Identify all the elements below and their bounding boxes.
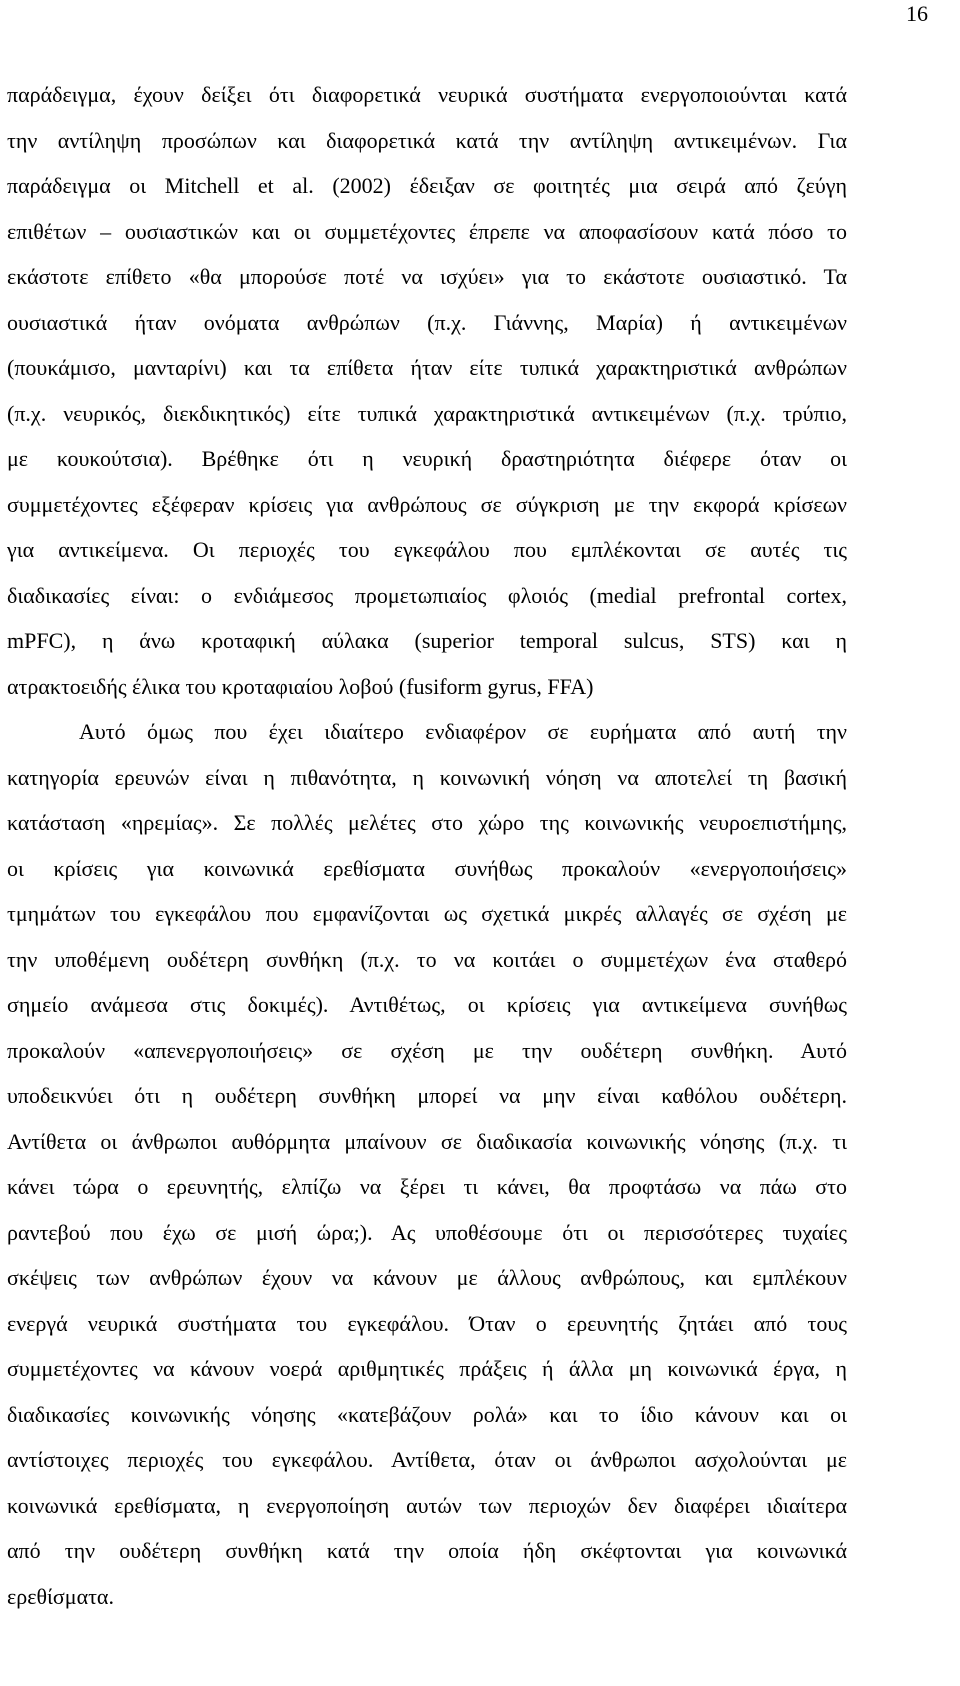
text-line: σκέψεις των ανθρώπων έχουν να κάνουν με άλλους ανθρώπους, και εμπλέκουν xyxy=(7,1265,847,1290)
text-line: (πουκάμισο, μανταρίνι) και τα επίθετα ήταν είτε τυπικά χαρακτηριστικά ανθρώπων xyxy=(7,355,847,380)
text-line: οι κρίσεις για κοινωνικά ερεθίσματα συνήθως προκαλούν «ενεργοποιήσεις» xyxy=(7,855,847,881)
text-line: παράδειγμα οι Mitchell et al. (2002) έδειξαν σε φοιτητές μια σειρά από ζεύγη xyxy=(7,173,847,198)
text-line: προκαλούν «απενεργοποιήσεις» σε σχέση με την ουδέτερη συνθήκη. Αυτό xyxy=(7,1037,847,1063)
text-line: παράδειγμα, έχουν δείξει ότι διαφορετικά νευρικά συστήματα ενεργοποιούνται κατά xyxy=(7,82,847,107)
text-line: ατρακτοειδής έλικα του κροταφιαίου λοβού (fusiform gyrus, FFA) xyxy=(7,673,594,699)
text-line: τμημάτων του εγκεφάλου που εμφανίζονται ως σχετικά μικρές αλλαγές σε σχέση με xyxy=(7,901,847,926)
document-body xyxy=(7,72,847,1619)
text-line: με κουκούτσια). Βρέθηκε ότι η νευρική δραστηριότητα διέφερε όταν οι xyxy=(7,446,847,471)
text-line: Αυτό όμως που έχει ιδιαίτερο ενδιαφέρον σε ευρήματα από αυτή την xyxy=(79,719,847,744)
text-line: ενεργά νευρικά συστήματα του εγκεφάλου. Όταν ο ερευνητής ζητάει από τους xyxy=(7,1310,847,1336)
text-line: διαδικασίες είναι: ο ενδιάμεσος προμετωπιαίος φλοιός (medial prefrontal cortex, xyxy=(7,582,847,608)
text-line: από την ουδέτερη συνθήκη κατά την οποία ήδη σκέφτονται για κοινωνικά xyxy=(7,1538,847,1563)
text-line: κάνει τώρα ο ερευνητής, ελπίζω να ξέρει τι κάνει, θα προφτάσω να πάω στο xyxy=(7,1174,847,1199)
text-line: διαδικασίες κοινωνικής νόησης «κατεβάζουν ρολά» και το ίδιο κάνουν και οι xyxy=(7,1401,847,1427)
text-line: υποδεικνύει ότι η ουδέτερη συνθήκη μπορεί να μην είναι καθόλου ουδέτερη. xyxy=(7,1083,847,1108)
text-line: κοινωνικά ερεθίσματα, η ενεργοποίηση αυτών των περιοχών δεν διαφέρει ιδιαίτερα xyxy=(7,1492,847,1518)
text-line: mPFC), η άνω κροταφική αύλακα (superior temporal sulcus, STS) και η xyxy=(7,628,847,653)
paragraph-2 xyxy=(7,709,847,1619)
text-line: την αντίληψη προσώπων και διαφορετικά κατά την αντίληψη αντικειμένων. Για xyxy=(7,127,847,153)
text-line: για αντικείμενα. Οι περιοχές του εγκεφάλου που εμπλέκονται σε αυτές τις xyxy=(7,537,847,562)
text-line: Αντίθετα οι άνθρωποι αυθόρμητα μπαίνουν σε διαδικασία κοινωνικής νόησης (π.χ. τι xyxy=(7,1128,847,1154)
text-line: συμμετέχοντες εξέφεραν κρίσεις για ανθρώπους σε σύγκριση με την εκφορά κρίσεων xyxy=(7,491,847,517)
text-line: ερεθίσματα. xyxy=(7,1583,114,1609)
text-line: κατηγορία ερευνών είναι η πιθανότητα, η κοινωνική νόηση να αποτελεί τη βασική xyxy=(7,764,847,790)
text-line: συμμετέχοντες να κάνουν νοερά αριθμητικές πράξεις ή άλλα μη κοινωνικά έργα, η xyxy=(7,1356,847,1381)
text-line: ουσιαστικά ήταν ονόματα ανθρώπων (π.χ. Γιάννης, Μαρία) ή αντικειμένων xyxy=(7,309,847,335)
text-line: επιθέτων – ουσιαστικών και οι συμμετέχοντες έπρεπε να αποφασίσουν κατά πόσο το xyxy=(7,218,847,244)
text-line: εκάστοτε επίθετο «θα μπορούσε ποτέ να ισχύει» για το εκάστοτε ουσιαστικό. Τα xyxy=(7,264,847,289)
page-number: 16 xyxy=(906,1,928,26)
text-line: κατάσταση «ηρεμίας». Σε πολλές μελέτες στο χώρο της κοινωνικής νευροεπιστήμης, xyxy=(7,810,847,835)
text-line: σημείο ανάμεσα στις δοκιμές). Αντιθέτως, οι κρίσεις για αντικείμενα συνήθως xyxy=(7,992,847,1017)
text-line: ραντεβού που έχω σε μισή ώρα;). Ας υποθέσουμε ότι οι περισσότερες τυχαίες xyxy=(7,1219,847,1245)
text-line: αντίστοιχες περιοχές του εγκεφάλου. Αντίθετα, όταν οι άνθρωποι ασχολούνται με xyxy=(7,1447,847,1472)
paragraph-1 xyxy=(7,72,847,709)
text-line: την υποθέμενη ουδέτερη συνθήκη (π.χ. το να κοιτάει ο συμμετέχων ένα σταθερό xyxy=(7,946,847,972)
text-line: (π.χ. νευρικός, διεκδικητικός) είτε τυπικά χαρακτηριστικά αντικειμένων (π.χ. τρύπιο, xyxy=(7,400,847,426)
